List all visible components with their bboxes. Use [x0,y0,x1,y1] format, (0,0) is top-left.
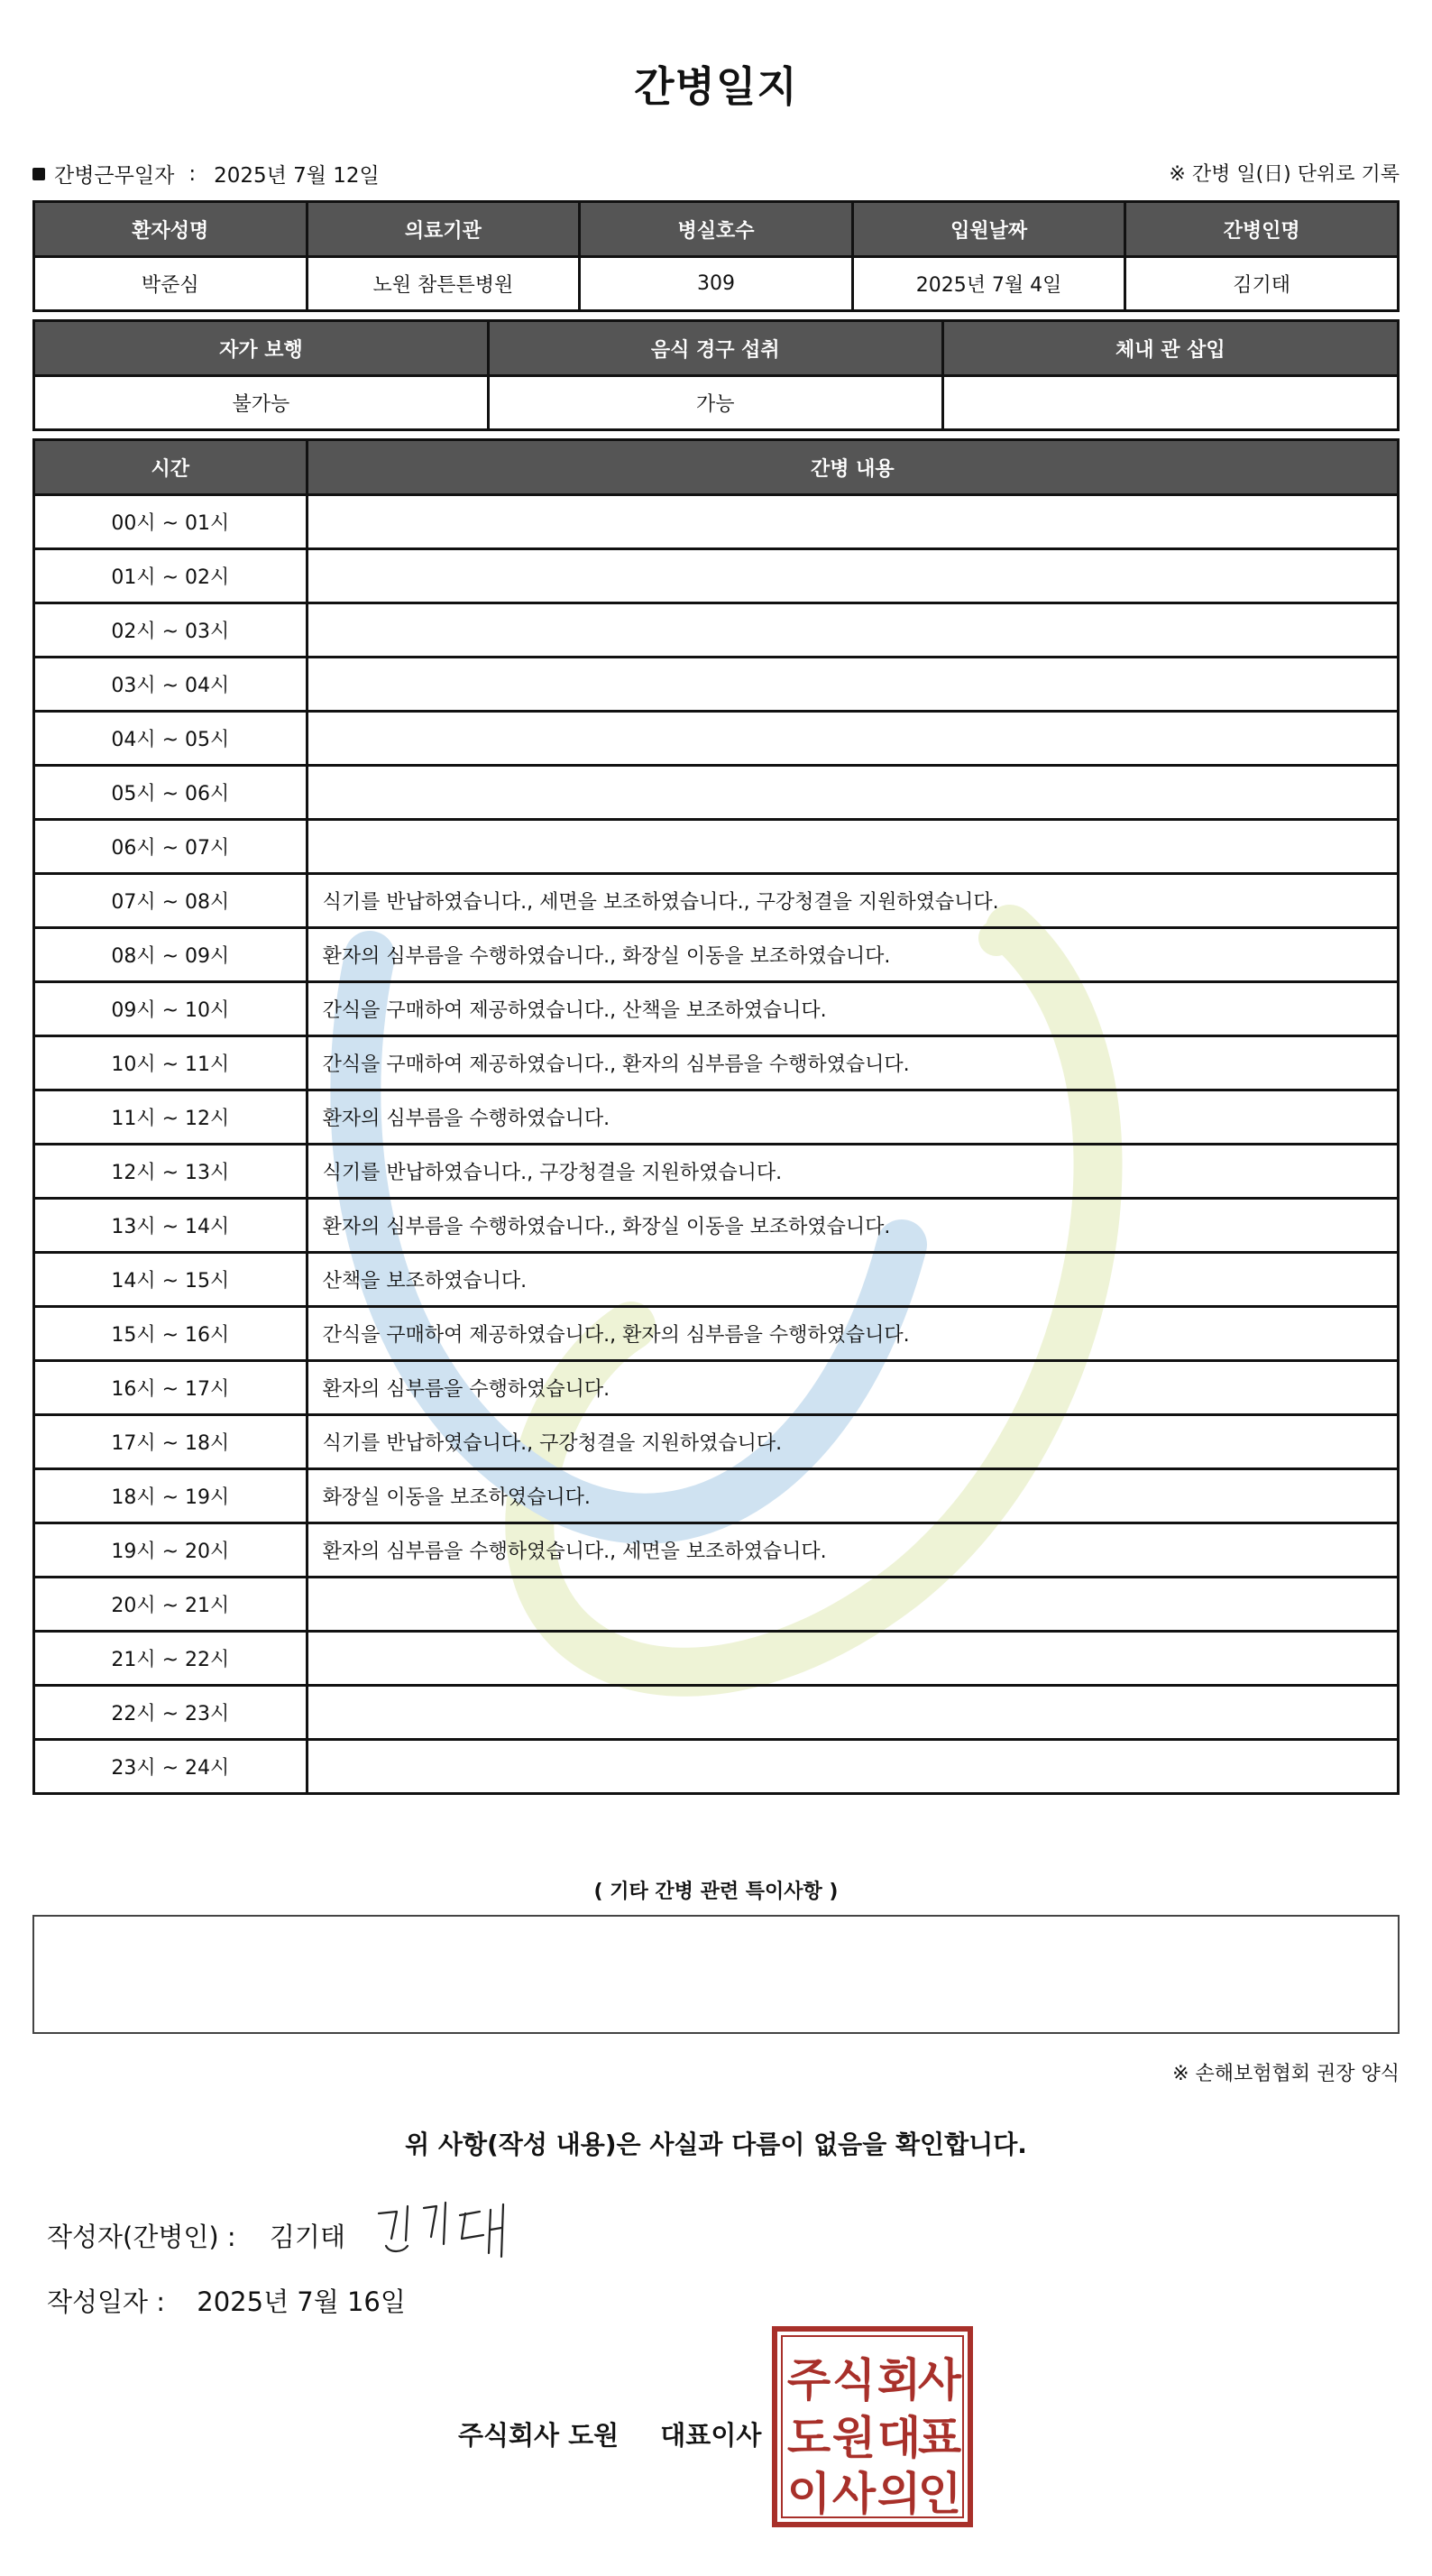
log-time-cell: 20시 ~ 21시 [34,1578,308,1632]
log-time-cell: 07시 ~ 08시 [34,874,308,928]
log-time-cell: 13시 ~ 14시 [34,1199,308,1253]
log-content-cell [307,766,1398,820]
seal-glyph: 식 [831,2354,877,2406]
log-content-cell: 환자의 심부름을 수행하였습니다., 화장실 이동을 보조하였습니다. [307,1199,1398,1253]
care-log-table [32,438,1400,1795]
seal-glyph: 주 [786,2354,831,2406]
header-oral-intake: 음식 경구 섭취 [488,321,942,376]
log-time-cell: 16시 ~ 17시 [34,1361,308,1415]
log-time-cell: 04시 ~ 05시 [34,712,308,766]
patient-info-value-row [34,257,1399,311]
log-time-cell: 02시 ~ 03시 [34,603,308,658]
care-log-row [34,1199,1399,1253]
seal-glyph: 인 [917,2468,962,2520]
care-log-row [34,1469,1399,1523]
log-content-cell [307,1740,1398,1794]
work-date-label: 간병근무일자 [54,164,175,188]
self-walking-value: 불가능 [34,376,489,430]
log-time-cell: 01시 ~ 02시 [34,549,308,603]
care-log-row [34,1740,1399,1794]
log-content-cell [307,495,1398,549]
company-seal-stamp [771,2325,974,2528]
care-log-row [34,495,1399,549]
care-log-row [34,1523,1399,1578]
log-time-cell: 00시 ~ 01시 [34,495,308,549]
care-log-row [34,1253,1399,1307]
log-time-cell: 21시 ~ 22시 [34,1632,308,1686]
header-care-content: 간병 내용 [307,440,1398,495]
log-time-cell: 03시 ~ 04시 [34,658,308,712]
log-content-cell: 간식을 구매하여 제공하였습니다., 환자의 심부름을 수행하였습니다. [307,1036,1398,1090]
log-content-cell: 식기를 반납하였습니다., 세면을 보조하였습니다., 구강청결을 지원하였습니다. [307,874,1398,928]
seal-glyph: 사 [917,2354,962,2406]
log-content-cell [307,1632,1398,1686]
log-time-cell: 18시 ~ 19시 [34,1469,308,1523]
writer-line [47,2217,345,2254]
patient-info-header-row [34,202,1399,257]
representative-title: 대표이사 [660,2420,762,2451]
care-log-row [34,766,1399,820]
care-log-row [34,928,1399,982]
writer-label: 작성자(간병인) : [47,2222,236,2252]
log-time-cell: 11시 ~ 12시 [34,1090,308,1145]
written-date-label: 작성일자 : [47,2286,166,2317]
log-content-cell [307,549,1398,603]
care-log-row [34,712,1399,766]
company-line [458,2415,761,2452]
log-content-cell: 환자의 심부름을 수행하였습니다., 화장실 이동을 보조하였습니다. [307,928,1398,982]
seal-glyph: 사 [831,2468,877,2520]
confirmation-statement: 위 사항(작성 내용)은 사실과 다름이 없음을 확인합니다. [405,2130,1027,2159]
work-date-value: 2025년 7월 12일 [214,164,380,188]
care-log-row [34,1686,1399,1740]
header-patient-name: 환자성명 [34,202,308,257]
log-time-cell: 05시 ~ 06시 [34,766,308,820]
condition-header-row [34,321,1399,376]
log-content-cell: 산책을 보조하였습니다. [307,1253,1398,1307]
log-content-cell: 환자의 심부름을 수행하였습니다., 세면을 보조하였습니다. [307,1523,1398,1578]
patient-name: 박준심 [34,257,308,311]
care-log-row [34,603,1399,658]
care-log-row [34,1361,1399,1415]
seal-glyph: 표 [917,2412,962,2464]
care-log-body [34,495,1399,1794]
log-time-cell: 12시 ~ 13시 [34,1145,308,1199]
log-content-cell: 간식을 구매하여 제공하였습니다., 환자의 심부름을 수행하였습니다. [307,1307,1398,1361]
work-date [32,159,380,189]
log-content-cell [307,1686,1398,1740]
caregiver-name: 김기태 [1125,257,1399,311]
header-tube-insertion: 체내 관 삽입 [942,321,1398,376]
care-log-row [34,982,1399,1036]
care-log-row [34,1415,1399,1469]
log-time-cell: 10시 ~ 11시 [34,1036,308,1090]
log-time-cell: 06시 ~ 07시 [34,820,308,874]
header-caregiver-name: 간병인명 [1125,202,1399,257]
log-time-cell: 15시 ~ 16시 [34,1307,308,1361]
care-log-row [34,1578,1399,1632]
log-time-cell: 14시 ~ 15시 [34,1253,308,1307]
care-log-row [34,1145,1399,1199]
written-date-line [47,2282,406,2319]
kfa-note: ※ 손해보험협회 권장 양식 [1172,2063,1400,2085]
header-hospital: 의료기관 [307,202,580,257]
care-log-row [34,658,1399,712]
log-content-cell: 환자의 심부름을 수행하였습니다. [307,1090,1398,1145]
seal-glyph: 대 [877,2412,922,2464]
tube-insertion-value [942,376,1398,430]
handwritten-signature [372,2194,534,2266]
seal-glyph: 회 [877,2354,922,2406]
care-log-row [34,820,1399,874]
oral-intake-value: 가능 [488,376,942,430]
log-time-cell: 19시 ~ 20시 [34,1523,308,1578]
log-content-cell [307,712,1398,766]
condition-value-row [34,376,1399,430]
header-room-number: 병실호수 [580,202,853,257]
room-number: 309 [580,257,853,311]
seal-glyph: 이 [786,2468,831,2520]
work-date-separator: : [188,161,197,186]
written-date-value: 2025년 7월 16일 [197,2286,406,2317]
log-content-cell: 환자의 심부름을 수행하였습니다. [307,1361,1398,1415]
care-log-header-row [34,440,1399,495]
log-content-cell: 화장실 이동을 보조하였습니다. [307,1469,1398,1523]
care-log-row [34,1632,1399,1686]
notes-box [32,1915,1400,2034]
company-name: 주식회사 도원 [458,2420,620,2451]
hospital-name: 노원 참튼튼병원 [307,257,580,311]
log-time-cell: 23시 ~ 24시 [34,1740,308,1794]
patient-info-table [32,200,1400,312]
log-content-cell [307,658,1398,712]
log-time-cell: 09시 ~ 10시 [34,982,308,1036]
log-content-cell: 식기를 반납하였습니다., 구강청결을 지원하였습니다. [307,1415,1398,1469]
log-content-cell [307,1578,1398,1632]
header-admission-date: 입원날짜 [852,202,1125,257]
care-log-row [34,1036,1399,1090]
condition-table [32,319,1400,431]
care-log-row [34,874,1399,928]
admission-date: 2025년 7월 4일 [852,257,1125,311]
seal-glyph: 도 [786,2412,831,2464]
writer-name: 김기태 [269,2222,345,2252]
seal-glyph: 원 [831,2412,877,2464]
log-time-cell: 08시 ~ 09시 [34,928,308,982]
header-time: 시간 [34,440,308,495]
log-content-cell [307,820,1398,874]
log-time-cell: 17시 ~ 18시 [34,1415,308,1469]
header-self-walking: 자가 보행 [34,321,489,376]
unit-note: ※ 간병 일(日) 단위로 기록 [1169,163,1400,186]
log-time-cell: 22시 ~ 23시 [34,1686,308,1740]
care-log-row [34,1090,1399,1145]
log-content-cell [307,603,1398,658]
log-content-cell: 간식을 구매하여 제공하였습니다., 산책을 보조하였습니다. [307,982,1398,1036]
notes-title: ( 기타 간병 관련 특이사항 ) [593,1881,839,1903]
care-log-row [34,549,1399,603]
care-log-row [34,1307,1399,1361]
log-content-cell: 식기를 반납하였습니다., 구강청결을 지원하였습니다. [307,1145,1398,1199]
document-title: 간병일지 [634,62,798,111]
bullet-square-icon [32,168,45,180]
seal-glyph: 의 [877,2468,922,2520]
